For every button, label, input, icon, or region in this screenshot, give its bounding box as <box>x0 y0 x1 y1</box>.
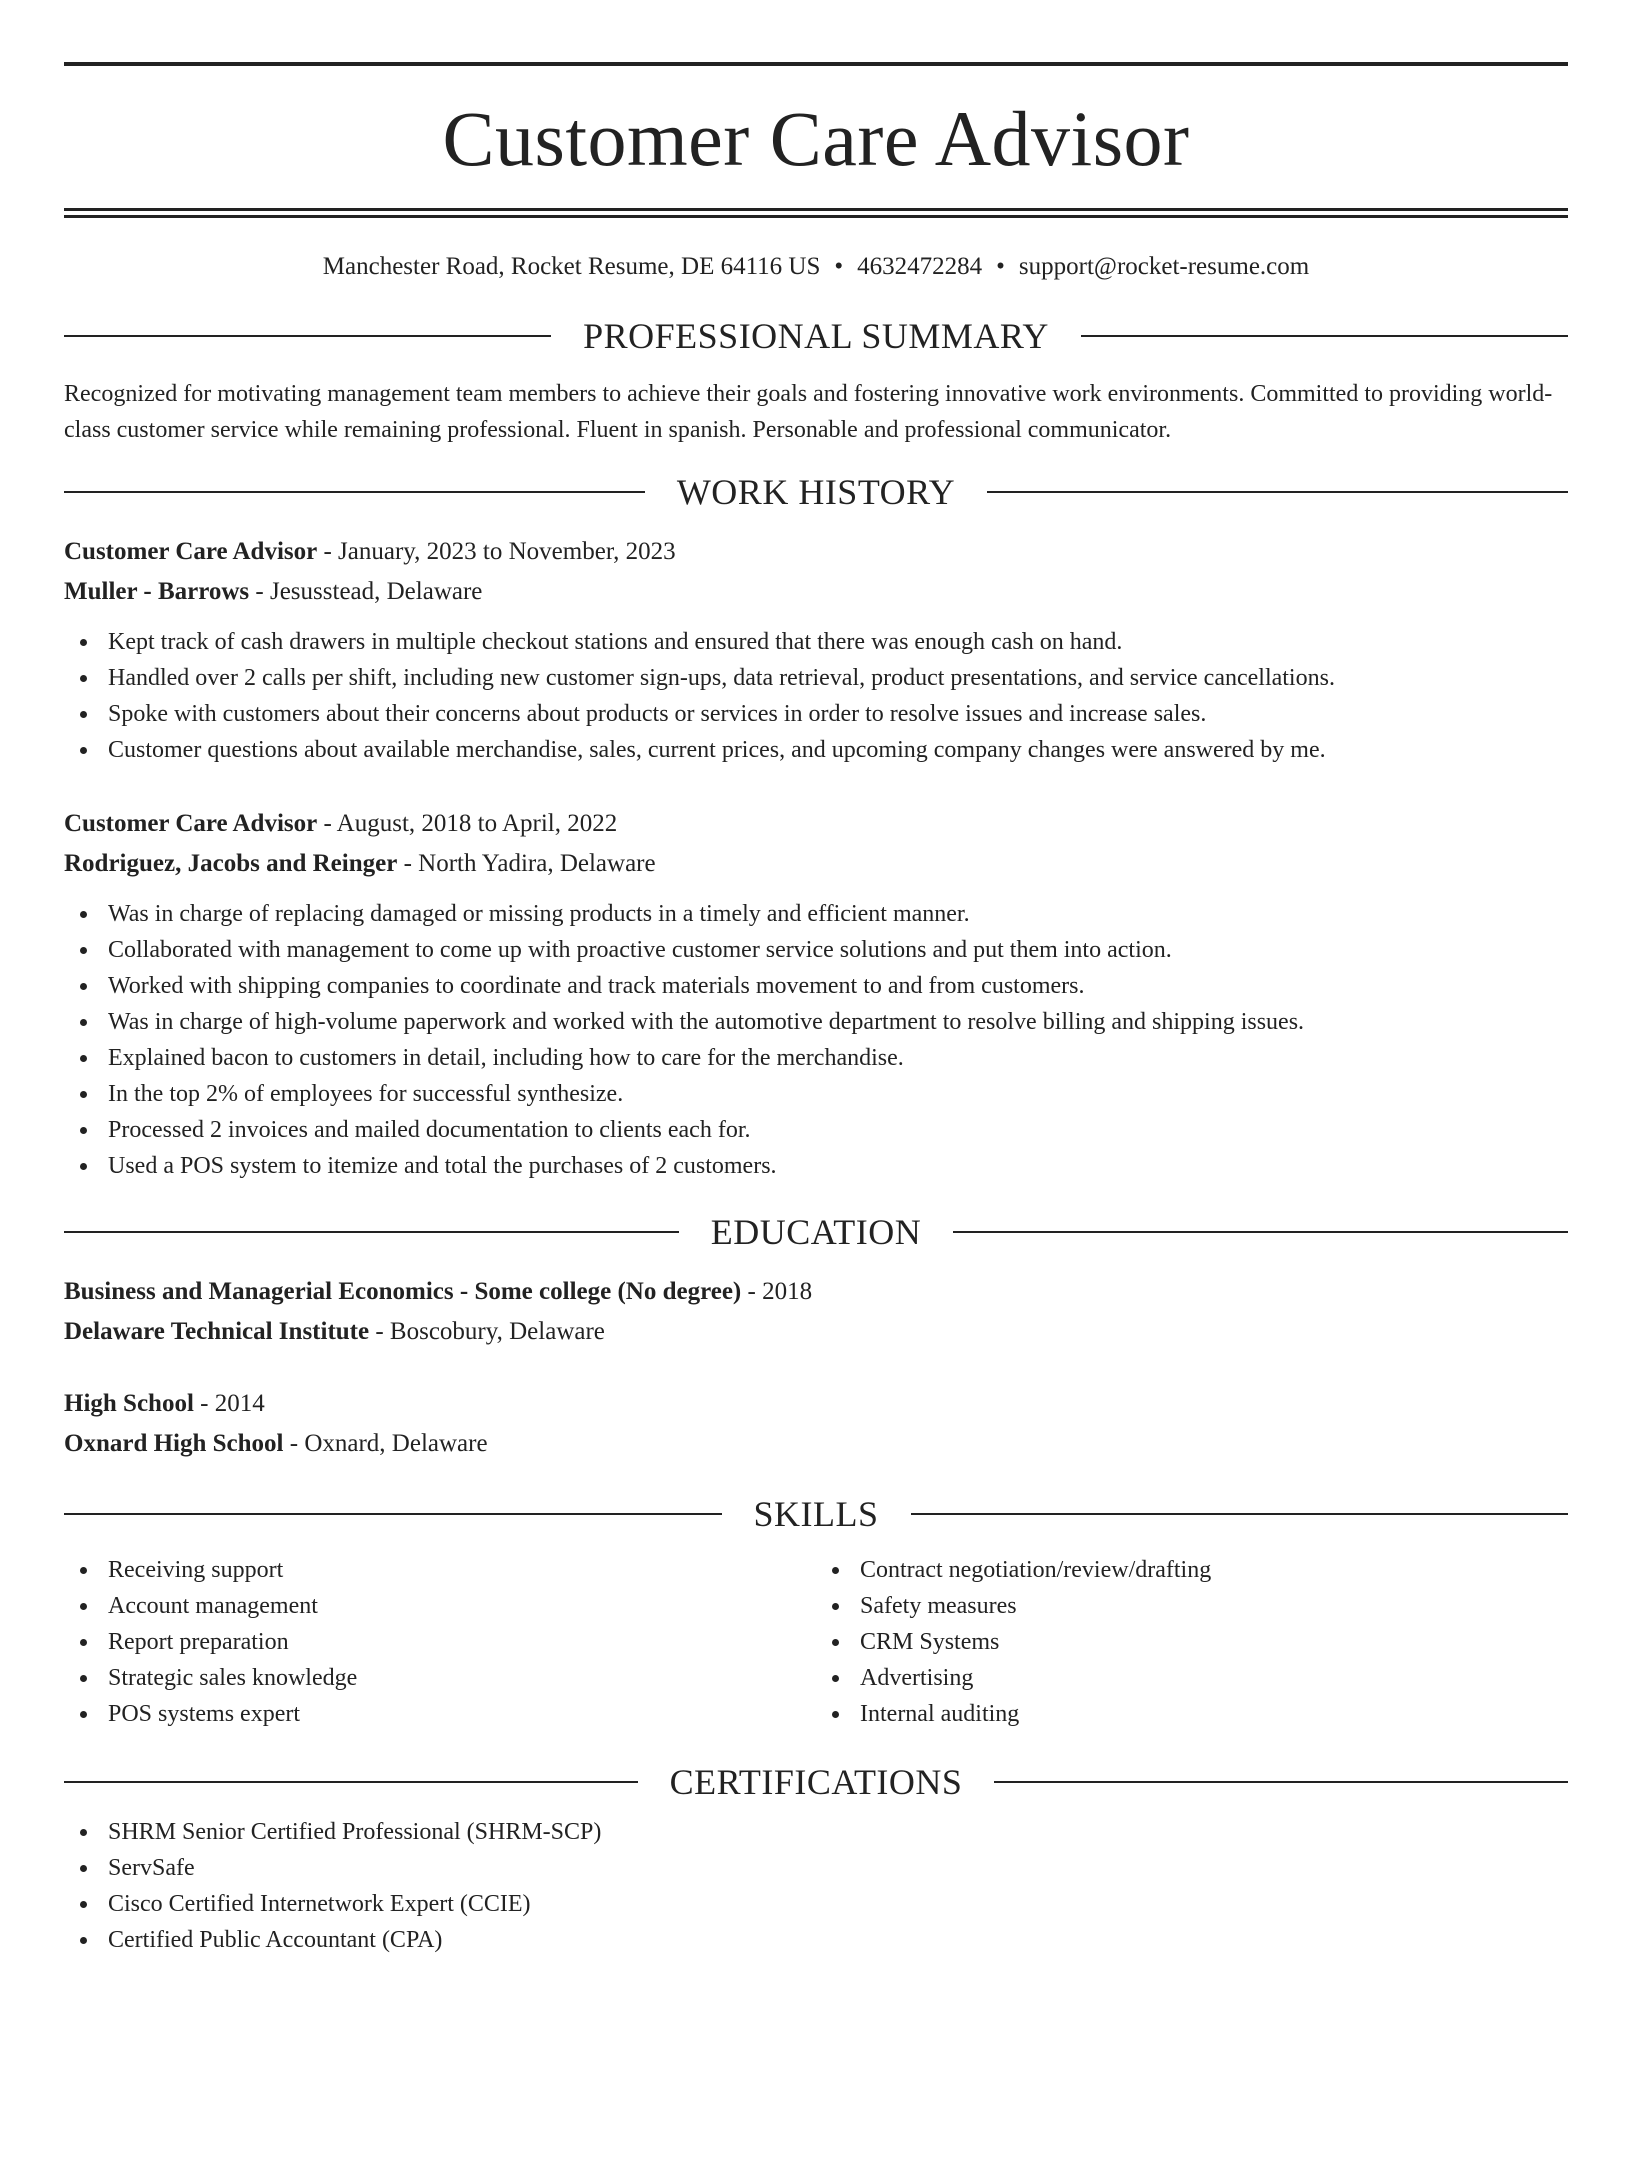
job-dates: - August, 2018 to April, 2022 <box>317 810 618 837</box>
divider-line <box>911 1513 1569 1515</box>
section-title: WORK HISTORY <box>676 472 956 512</box>
job-bullets <box>64 624 1568 768</box>
list-item: Internal auditing <box>816 1696 1568 1732</box>
divider-line <box>64 335 551 337</box>
section-header-work <box>64 472 1568 512</box>
education-school-line <box>64 1424 1568 1464</box>
section-header-summary <box>64 316 1568 356</box>
contact-line <box>64 252 1568 282</box>
job-company-line <box>64 572 1568 612</box>
skills-column-right <box>816 1552 1568 1732</box>
list-item: Certified Public Accountant (CPA) <box>64 1922 1568 1958</box>
list-item: Used a POS system to itemize and total the purchases of 2 customers. <box>64 1148 1568 1184</box>
contact-address: Manchester Road, Rocket Resume, DE 64116 US <box>322 253 821 280</box>
summary-text: Recognized for motivating management team members to achieve their goals and fostering innovative work environments. Committed to providing world-class customer service while remaining professional. Fluent in spanish. Personable and professional communicator. <box>64 381 1553 443</box>
job-bullets <box>64 896 1568 1184</box>
list-item: Handled over 2 calls per shift, including new customer sign-ups, data retrieval, product presentations, and service cancellations. <box>64 660 1568 696</box>
list-item: POS systems expert <box>64 1696 816 1732</box>
resume-title: Customer Care Advisor <box>442 95 1190 182</box>
skills-column-left <box>64 1552 816 1732</box>
education-entry <box>64 1272 1568 1352</box>
education-entry <box>64 1384 1568 1464</box>
divider-line <box>64 1513 722 1515</box>
list-item: Cisco Certified Internetwork Expert (CCIE) <box>64 1886 1568 1922</box>
education-location: - Boscobury, Delaware <box>369 1318 605 1345</box>
divider-line <box>953 1231 1568 1233</box>
contact-separator: • <box>834 253 844 280</box>
list-item: Collaborated with management to come up with proactive customer service solutions and put them into action. <box>64 932 1568 968</box>
divider-line <box>994 1781 1568 1783</box>
skills-grid <box>64 1552 1568 1732</box>
divider-line <box>64 1781 638 1783</box>
section-title: EDUCATION <box>710 1212 922 1252</box>
list-item: Receiving support <box>64 1552 816 1588</box>
certifications-list <box>64 1814 1568 1958</box>
education-degree: Business and Managerial Economics - Some college (No degree) <box>64 1278 742 1305</box>
list-item: In the top 2% of employees for successful synthesize. <box>64 1076 1568 1112</box>
list-item: Customer questions about available merchandise, sales, current prices, and upcoming company changes were answered by me. <box>64 732 1568 768</box>
contact-phone: 4632472284 <box>857 253 983 280</box>
list-item: SHRM Senior Certified Professional (SHRM-SCP) <box>64 1814 1568 1850</box>
top-rule <box>64 62 1568 66</box>
job-role: Customer Care Advisor <box>64 810 318 837</box>
list-item: Processed 2 invoices and mailed documentation to clients each for. <box>64 1112 1568 1148</box>
education-degree-line <box>64 1384 1568 1424</box>
education-school-line <box>64 1312 1568 1352</box>
list-item: ServSafe <box>64 1850 1568 1886</box>
education-year: - 2018 <box>741 1278 813 1305</box>
job-dates: - January, 2023 to November, 2023 <box>317 538 676 565</box>
education-degree: High School <box>64 1390 194 1417</box>
job-company-line <box>64 844 1568 884</box>
list-item: Spoke with customers about their concerns about products or services in order to resolve issues and increase sales. <box>64 696 1568 732</box>
job-location: - Jesusstead, Delaware <box>249 578 483 605</box>
section-title: PROFESSIONAL SUMMARY <box>583 316 1049 356</box>
education-school: Delaware Technical Institute <box>64 1318 370 1345</box>
section-header-education <box>64 1212 1568 1252</box>
education-year: - 2014 <box>193 1390 265 1417</box>
section-header-skills <box>64 1494 1568 1534</box>
divider-line <box>987 491 1568 493</box>
list-item: Worked with shipping companies to coordinate and track materials movement to and from customers. <box>64 968 1568 1004</box>
list-item: Kept track of cash drawers in multiple checkout stations and ensured that there was enough cash on hand. <box>64 624 1568 660</box>
divider-line <box>64 1231 679 1233</box>
list-item: Was in charge of replacing damaged or missing products in a timely and efficient manner. <box>64 896 1568 932</box>
job-role: Customer Care Advisor <box>64 538 318 565</box>
job-entry <box>64 804 1568 1184</box>
list-item: Account management <box>64 1588 816 1624</box>
list-item: Safety measures <box>816 1588 1568 1624</box>
list-item: Advertising <box>816 1660 1568 1696</box>
job-company: Muller - Barrows <box>64 578 250 605</box>
resume-page <box>0 62 1632 2174</box>
contact-separator: • <box>996 253 1005 280</box>
list-item: Report preparation <box>64 1624 816 1660</box>
list-item: Explained bacon to customers in detail, including how to care for the merchandise. <box>64 1040 1568 1076</box>
job-entry <box>64 532 1568 768</box>
divider-line <box>64 491 645 493</box>
section-title: SKILLS <box>753 1494 879 1534</box>
section-header-certifications <box>64 1762 1568 1802</box>
job-company: Rodriguez, Jacobs and Reinger <box>64 850 398 877</box>
list-item: CRM Systems <box>816 1624 1568 1660</box>
list-item: Was in charge of high-volume paperwork and worked with the automotive department to resolve billing and shipping issues. <box>64 1004 1568 1040</box>
education-school: Oxnard High School <box>64 1430 284 1457</box>
education-degree-line <box>64 1272 1568 1312</box>
list-item: Contract negotiation/review/drafting <box>816 1552 1568 1588</box>
education-location: - Oxnard, Delaware <box>283 1430 488 1457</box>
double-rule <box>64 208 1568 218</box>
list-item: Strategic sales knowledge <box>64 1660 816 1696</box>
contact-email: support@rocket-resume.com <box>1018 253 1310 280</box>
divider-line <box>1081 335 1568 337</box>
job-title-line <box>64 804 1568 844</box>
job-location: - North Yadira, Delaware <box>397 850 656 877</box>
job-title-line <box>64 532 1568 572</box>
section-title: CERTIFICATIONS <box>669 1762 963 1802</box>
